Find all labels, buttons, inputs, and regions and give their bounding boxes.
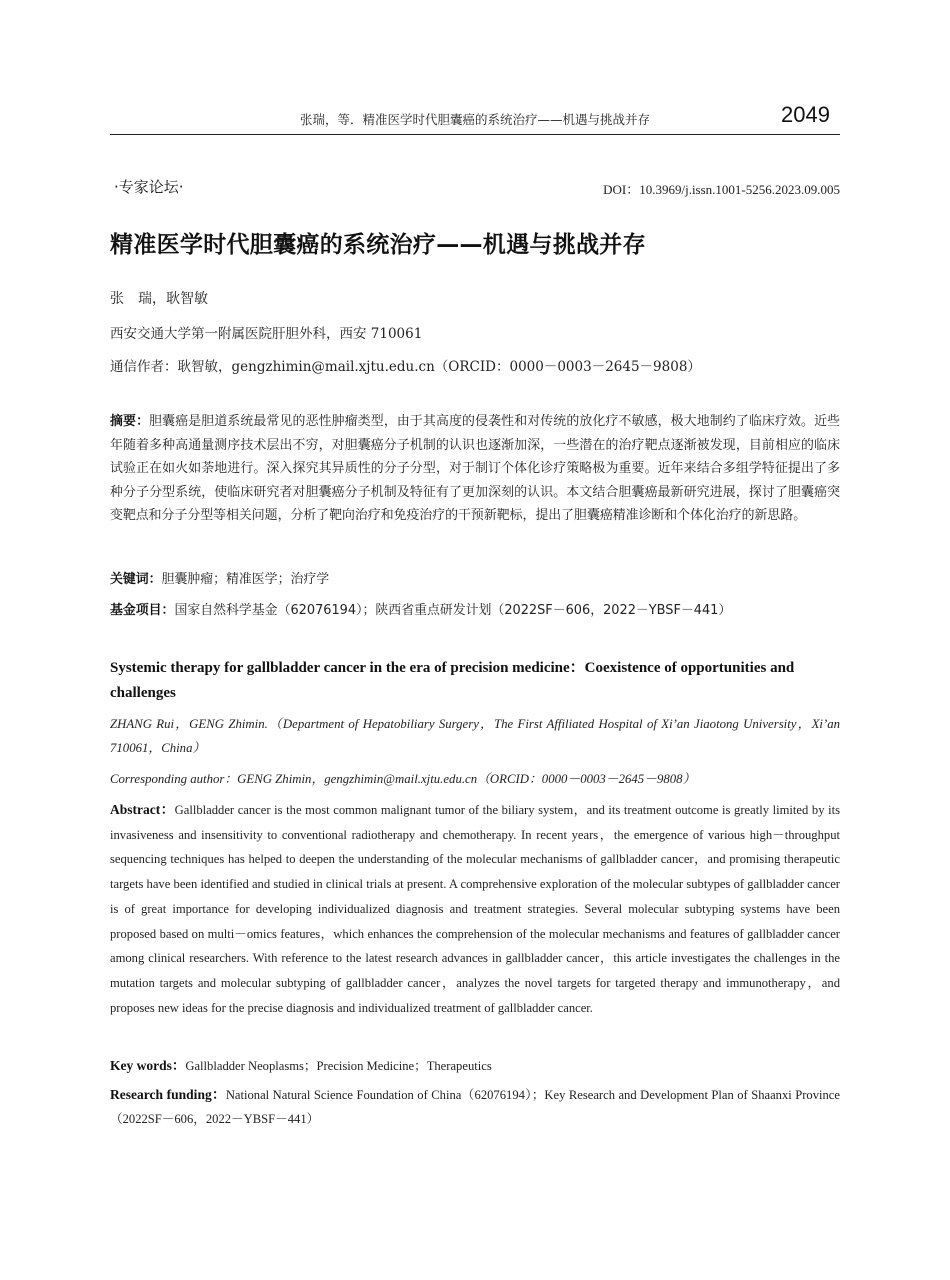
keywords-text-chinese: 胆囊肿瘤；精准医学；治疗学 bbox=[161, 572, 330, 587]
doi: DOI：10.3969/j.issn.1001-5256.2023.09.005 bbox=[603, 182, 840, 197]
funding-english bbox=[110, 1083, 840, 1131]
funding-text-english: National Natural Science Foundation of China（62076194）；Key Research and Development Plan of Shaanxi Province（2022SF－606，2022－YBSF－441） bbox=[110, 1088, 840, 1126]
column-tag: ·专家论坛· bbox=[114, 178, 184, 196]
corresponding-author-chinese: 通信作者：耿智敏，gengzhimin@mail.xjtu.edu.cn（ORCID：0000－0003－2645－9808） bbox=[110, 359, 701, 375]
keywords-label-chinese: 关键词： bbox=[110, 572, 162, 587]
abstract-text-chinese: 胆囊癌是胆道系统最常见的恶性肿瘤类型，由于其高度的侵袭性和对传统的放化疗不敏感，极大地制约了临床疗效。近些年随着多种高通量测序技术层出不穷，对胆囊癌分子机制的认识也逐渐加深，一些潜在的治疗靶点逐渐被发现，目前相应的临床试验正在如火如荼地进行。深入探究其异质性的分子分型，对于制订个体化诊疗策略极为重要。近年来结合多组学特征提出了多种分子分型系统，使临床研究者对胆囊癌分子机制及特征有了更加深刻的认识。本文结合胆囊癌最新研究进展，探讨了胆囊癌突变靶点和分子分型等相关问题，分析了靶向治疗和免疫治疗的干预新靶标，提出了胆囊癌精准诊断和个体化治疗的新思路。 bbox=[110, 414, 841, 524]
title-chinese: 精准医学时代胆囊癌的系统治疗——机遇与挑战并存 bbox=[110, 232, 646, 258]
keywords-english bbox=[110, 1054, 840, 1074]
authors-english: ZHANG Rui，GENG Zhimin.（Department of Hepatobiliary Surgery，The First Affiliated Hospital of Xi’an Jiaotong University，Xi’an 710061，China） bbox=[110, 717, 840, 755]
keywords-chinese bbox=[110, 568, 840, 587]
corresponding-author-english: Corresponding author：GENG Zhimin，gengzhimin@mail.xjtu.edu.cn（ORCID：0000－0003－2645－9808） bbox=[110, 772, 696, 786]
keywords-text-english: Gallbladder Neoplasms；Precision Medicine；Therapeutics bbox=[185, 1059, 492, 1073]
funding-text-chinese: 国家自然科学基金（62076194）；陕西省重点研发计划（2022SF－606，2022－YBSF－441） bbox=[174, 603, 732, 618]
funding-chinese bbox=[110, 599, 840, 618]
title-english: Systemic therapy for gallbladder cancer in the era of precision medicine：Coexistence of opportunities and challenges bbox=[110, 660, 795, 701]
abstract-english bbox=[110, 798, 840, 1020]
page-number: 2049 bbox=[781, 102, 830, 127]
abstract-label-chinese: 摘要： bbox=[110, 414, 150, 429]
funding-label-english: Research funding： bbox=[110, 1087, 226, 1102]
abstract-text-english: Gallbladder cancer is the most common malignant tumor of the biliary system，and its treatment outcome is greatly limited by its invasiveness and insensitivity to conventional radiotherapy and chemotherapy. In recent years，the emergence of various high－throughput sequencing techniques has helped to deepen the understanding of the molecular mechanisms of gallbladder cancer，and promising therapeutic targets have been identified and studied in clinical trials at present. A comprehensive exploration of the molecular subtypes of gallbladder cancer is of great importance for developing individualized diagnosis and treatment strategies. Several molecular subtyping systems have been proposed based on multi－omics features，which enhances the comprehension of the molecular mechanisms and features of gallbladder cancer among clinical researchers. With reference to the latest research advances in gallbladder cancer，this article investigates the challenges in the mutation targets and molecular subtyping of gallbladder cancer，analyzes the novel targets for targeted therapy and immunotherapy，and proposes new ideas for the precise diagnosis and individualized treatment of gallbladder cancer. bbox=[110, 803, 840, 1015]
abstract-chinese bbox=[110, 410, 840, 528]
keywords-label-english: Key words： bbox=[110, 1058, 186, 1073]
funding-label-chinese: 基金项目： bbox=[110, 603, 175, 618]
abstract-label-english: Abstract： bbox=[110, 802, 175, 817]
article-meta-row bbox=[110, 176, 840, 198]
affiliation-chinese: 西安交通大学第一附属医院肝胆外科，西安 710061 bbox=[110, 326, 423, 342]
running-header bbox=[110, 100, 840, 135]
authors-chinese: 张 瑞，耿智敏 bbox=[110, 291, 208, 307]
running-title: 张瑞，等．精准医学时代胆囊癌的系统治疗——机遇与挑战并存 bbox=[299, 112, 650, 127]
